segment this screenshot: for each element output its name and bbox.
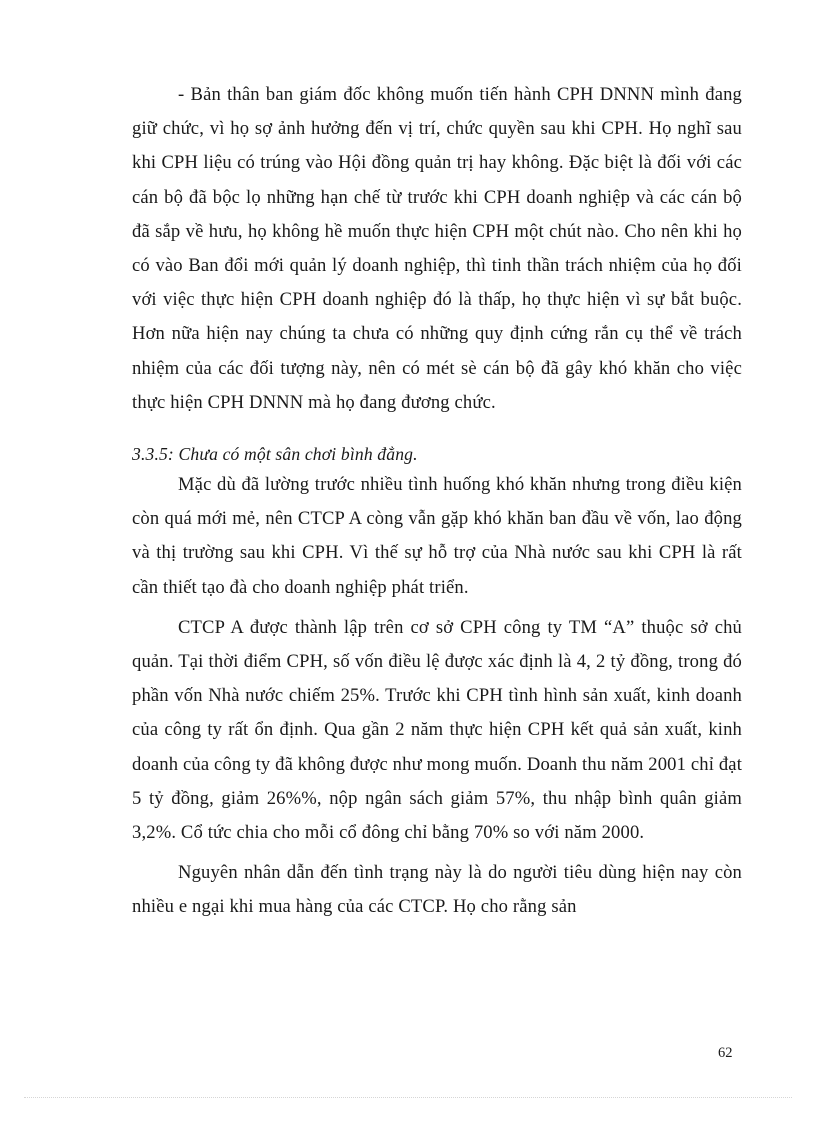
paragraph-company-results: CTCP A được thành lập trên cơ sở CPH công ty TM “A” thuộc sở chủ quản. Tại thời điểm CPH, số vốn điều lệ được xác định là 4, 2 tỷ đồng, trong đó phần vốn Nhà nước chiếm 25%. Trước khi CPH tình hình sản xuất, kinh doanh của công ty rất ổn định. Qua gần 2 năm thực hiện CPH kết quả sản xuất, kinh doanh của công ty đã không được như mong muốn. Doanh thu năm 2001 chỉ đạt 5 tỷ đồng, giảm 26%%, nộp ngân sách giảm 57%, thu nhập bình quân giảm 3,2%. Cổ tức chia cho mỗi cổ đông chỉ bằng 70% so với năm 2000. — [132, 616, 743, 844]
paragraph-difficulties: Mặc dù đã lường trước nhiều tình huống khó khăn nhưng trong điều kiện còn quá mới mẻ, nên CTCP A còng vẫn gặp khó khăn ban đầu về vốn, lao động và thị trường sau khi CPH. Vì thế sự hỗ trợ của Nhà nước sau khi CPH là rất cần thiết tạo đà cho doanh nghiệp phát triển. — [132, 474, 742, 598]
section-heading: 3.3.5: Chưa có một sân chơi bình đẳng. — [132, 444, 418, 465]
footer-divider — [24, 1097, 792, 1098]
paragraph-causes: Nguyên nhân dẫn đến tình trạng này là do người tiêu dùng hiện nay còn nhiều e ngại khi mua hàng của các CTCP. Họ cho rằng sản — [132, 862, 742, 918]
body-text — [132, 78, 742, 925]
page-number: 62 — [718, 1045, 733, 1061]
paragraph-management-reluctance: - Bản thân ban giám đốc không muốn tiến hành CPH DNNN mình đang giữ chức, vì họ sợ ảnh hưởng đến vị trí, chức quyền sau khi CPH. Họ nghĩ sau khi CPH liệu có trúng vào Hội đồng quản trị hay không. Đặc biệt là đối với các cán bộ đã bộc lọ những hạn chế từ trước khi CPH doanh nghiệp và các cán bộ đã sắp về hưu, họ không hề muốn thực hiện CPH một chút nào. Cho nên khi họ có vào Ban đổi mới quản lý doanh nghiệp, thì tinh thần trách nhiệm của họ đối với việc thực hiện CPH doanh nghiệp đó là thấp, họ thực hiện vì sự bắt buộc. Hơn nữa hiện nay chúng ta chưa có những quy định cứng rắn cụ thể về trách nhiệm của các đối tượng này, nên có mét sè cán bộ đã gây khó khăn cho việc thực hiện CPH DNNN mà họ đang đương chức. — [132, 84, 742, 413]
